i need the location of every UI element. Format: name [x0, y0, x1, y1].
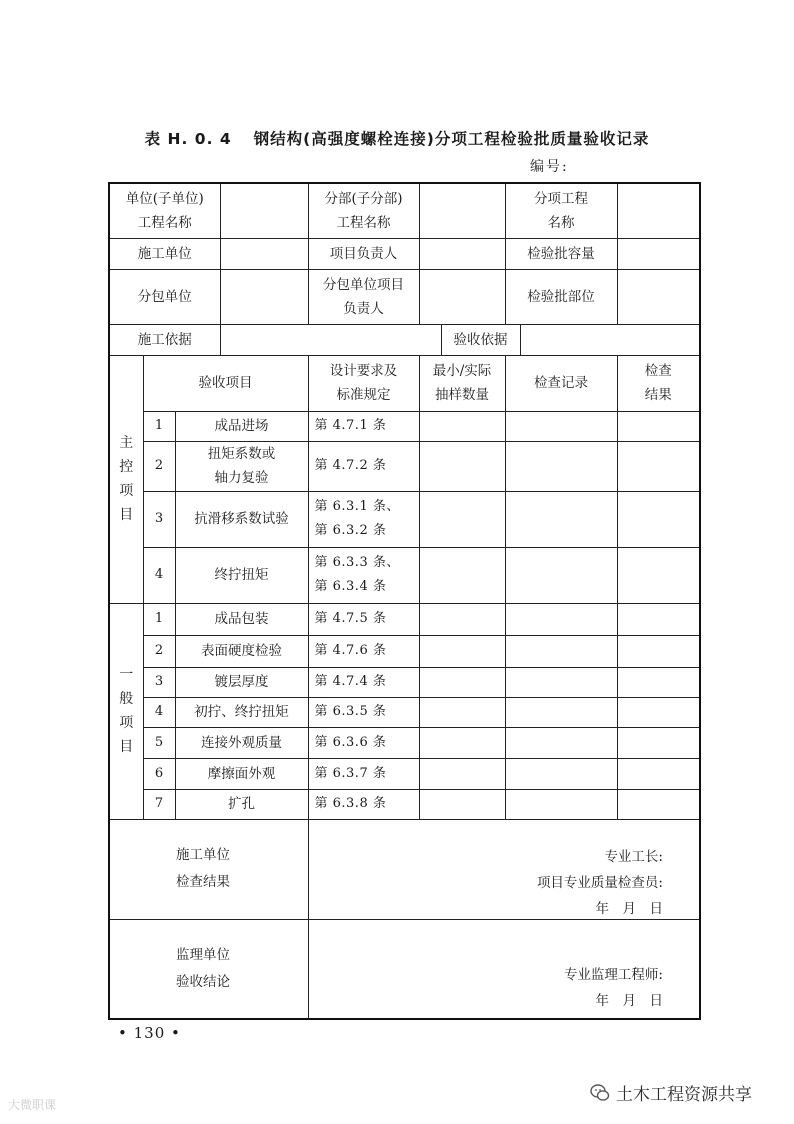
- result-cell[interactable]: [617, 727, 700, 758]
- main-item-clause-line2: 第 6.3.4 条: [314, 579, 387, 594]
- subcontract-leader-label-line2: 负责人: [343, 300, 384, 317]
- general-item-clause: 第 4.7.5 条: [308, 603, 419, 635]
- column-design-line2: 标准规定: [336, 387, 391, 403]
- column-sample-line2: 抽样数量: [435, 387, 489, 403]
- construction-signatures: [537, 844, 663, 920]
- main-items-char: 控: [119, 459, 134, 475]
- supervision-label: [109, 919, 308, 1019]
- foreman-label: 专业工长:: [604, 848, 663, 865]
- record-cell[interactable]: [505, 441, 617, 491]
- number-label: 编号:: [530, 159, 569, 175]
- main-item-no: 4: [143, 547, 175, 603]
- table-row: [109, 441, 700, 491]
- construction-check-label-line2: 检查结果: [176, 874, 230, 890]
- sample-cell[interactable]: [419, 491, 505, 547]
- main-items-char: 主: [119, 435, 134, 451]
- table-row: [109, 547, 700, 603]
- project-leader-value[interactable]: [419, 238, 505, 269]
- subcontract-leader-label-line1: 分包单位项目: [323, 276, 404, 293]
- general-item-clause: 第 6.3.6 条: [308, 727, 419, 758]
- result-cell[interactable]: [617, 441, 700, 491]
- record-cell[interactable]: [505, 635, 617, 667]
- column-design-line1: 设计要求及: [329, 363, 398, 379]
- general-item-name: 镀层厚度: [175, 667, 308, 697]
- result-cell[interactable]: [617, 789, 700, 819]
- result-cell[interactable]: [617, 547, 700, 603]
- result-cell[interactable]: [617, 603, 700, 635]
- main-item-name: 抗滑移系数试验: [175, 491, 308, 547]
- page-title: [0, 127, 794, 149]
- result-cell[interactable]: [617, 491, 700, 547]
- sample-cell[interactable]: [419, 603, 505, 635]
- subcontract-leader-label: [308, 269, 419, 324]
- subitem-name-label: [505, 183, 617, 238]
- result-cell[interactable]: [617, 667, 700, 697]
- table-row: [109, 697, 700, 727]
- general-item-clause: 第 4.7.6 条: [308, 635, 419, 667]
- engineer-label: 专业监理工程师:: [563, 966, 663, 983]
- column-item: 验收项目: [143, 355, 308, 411]
- sample-cell[interactable]: [419, 411, 505, 441]
- subitem-name-label-line1: 分项工程: [534, 190, 588, 207]
- sample-cell[interactable]: [419, 667, 505, 697]
- subitem-name-value[interactable]: [617, 183, 700, 238]
- construction-unit-value[interactable]: [220, 238, 308, 269]
- subcontract-unit-label: 分包单位: [109, 269, 220, 324]
- main-item-clause-line2: 第 6.3.2 条: [314, 523, 387, 538]
- watermark-source: [590, 1080, 752, 1105]
- general-item-no: 2: [143, 635, 175, 667]
- table-row: [109, 491, 700, 547]
- subcontract-unit-value[interactable]: [220, 269, 308, 324]
- supervision-area[interactable]: [308, 919, 700, 1019]
- table-row: [109, 635, 700, 667]
- watermark-source-text: 土木工程资源共享: [616, 1085, 752, 1105]
- general-item-clause: 第 6.3.5 条: [308, 697, 419, 727]
- sample-cell[interactable]: [419, 441, 505, 491]
- record-cell[interactable]: [505, 758, 617, 789]
- supervision-date-label: 年 月 日: [595, 992, 663, 1009]
- table-row: [109, 758, 700, 789]
- record-cell[interactable]: [505, 547, 617, 603]
- division-name-label-line2: 工程名称: [336, 214, 391, 231]
- main-item-name: 终拧扭矩: [175, 547, 308, 603]
- general-item-clause: 第 6.3.8 条: [308, 789, 419, 819]
- table-row: [109, 789, 700, 819]
- sample-cell[interactable]: [419, 789, 505, 819]
- unit-name-label: [109, 183, 220, 238]
- general-item-name: 成品包装: [175, 603, 308, 635]
- construction-check-label: [109, 819, 308, 919]
- unit-name-label-line1: 单位(子单位): [125, 190, 204, 207]
- general-item-no: 7: [143, 789, 175, 819]
- sample-cell[interactable]: [419, 758, 505, 789]
- sample-cell[interactable]: [419, 635, 505, 667]
- batch-location-value[interactable]: [617, 269, 700, 324]
- acceptance-basis-label: 验收依据: [441, 324, 520, 355]
- sample-cell[interactable]: [419, 547, 505, 603]
- general-items-char: 般: [119, 691, 134, 707]
- batch-capacity-label: 检验批容量: [505, 238, 617, 269]
- unit-name-label-line2: 工程名称: [137, 214, 192, 231]
- inspector-label: 项目专业质量检查员:: [536, 874, 663, 891]
- main-items-char: 项: [119, 483, 134, 499]
- main-item-name: [175, 441, 308, 491]
- general-item-no: 1: [143, 603, 175, 635]
- result-cell[interactable]: [617, 758, 700, 789]
- watermark-logo-text: 大微职课: [8, 1098, 57, 1112]
- acceptance-record-table: [108, 182, 701, 1020]
- general-item-no: 5: [143, 727, 175, 758]
- general-item-name: 初拧、终拧扭矩: [175, 697, 308, 727]
- column-result-line2: 结果: [644, 387, 672, 403]
- construction-basis-label: 施工依据: [109, 324, 220, 355]
- main-item-clause: 第 4.7.1 条: [308, 411, 419, 441]
- general-item-clause: 第 6.3.7 条: [308, 758, 419, 789]
- sample-cell[interactable]: [419, 697, 505, 727]
- sample-cell[interactable]: [419, 727, 505, 758]
- general-items-label: [109, 603, 143, 819]
- result-cell[interactable]: [617, 411, 700, 441]
- main-item-name: 成品进场: [175, 411, 308, 441]
- general-item-name: 扩孔: [175, 789, 308, 819]
- batch-capacity-value[interactable]: [617, 238, 700, 269]
- table-row: [109, 667, 700, 697]
- table-row: [109, 411, 700, 441]
- general-item-no: 4: [143, 697, 175, 727]
- column-result-line1: 检查: [644, 363, 672, 379]
- column-record: 检查记录: [505, 355, 617, 411]
- subitem-name-label-line2: 名称: [547, 214, 575, 231]
- construction-basis-value[interactable]: [220, 324, 441, 355]
- main-item-no: 1: [143, 411, 175, 441]
- table-title-text: 钢结构(高强度螺栓连接)分项工程检验批质量验收记录: [253, 130, 650, 148]
- construction-check-area[interactable]: [308, 819, 700, 919]
- project-leader-label: 项目负责人: [308, 238, 419, 269]
- record-cell[interactable]: [505, 603, 617, 635]
- general-items-char: 一: [119, 667, 134, 683]
- main-items-label: [109, 355, 143, 603]
- table-code: 表 H. 0. 4: [144, 130, 232, 148]
- general-items-char: 目: [119, 739, 134, 755]
- column-sample: [419, 355, 505, 411]
- record-cell[interactable]: [505, 727, 617, 758]
- acceptance-basis-value[interactable]: [520, 324, 700, 355]
- division-name-value[interactable]: [419, 183, 505, 238]
- wechat-icon: [590, 1083, 610, 1103]
- main-items-char: 目: [119, 507, 134, 523]
- supervision-label-line1: 监理单位: [176, 946, 230, 963]
- table-row: [109, 727, 700, 758]
- general-item-no: 6: [143, 758, 175, 789]
- record-cell[interactable]: [505, 697, 617, 727]
- division-name-label-line1: 分部(子分部): [324, 190, 403, 207]
- main-item-name-line1: 扭矩系数或: [207, 446, 276, 462]
- general-item-no: 3: [143, 667, 175, 697]
- column-design: [308, 355, 419, 411]
- main-item-clause-line1: 第 6.3.3 条、: [314, 555, 400, 570]
- supervision-signatures: [564, 962, 663, 1014]
- main-item-name-line2: 轴力复验: [214, 470, 269, 486]
- column-sample-line1: 最小/实际: [432, 363, 492, 379]
- result-cell[interactable]: [617, 635, 700, 667]
- main-item-clause-line1: 第 6.3.1 条、: [314, 499, 400, 514]
- construction-check-label-line1: 施工单位: [176, 847, 230, 863]
- general-item-clause: 第 4.7.4 条: [308, 667, 419, 697]
- construction-unit-label: 施工单位: [109, 238, 220, 269]
- construction-date-label: 年 月 日: [595, 900, 663, 917]
- general-item-name: 摩擦面外观: [175, 758, 308, 789]
- main-item-clause: [308, 491, 419, 547]
- unit-name-value[interactable]: [220, 183, 308, 238]
- general-item-name: 连接外观质量: [175, 727, 308, 758]
- general-item-name: 表面硬度检验: [175, 635, 308, 667]
- page-number: • 130 •: [118, 1024, 181, 1042]
- main-item-no: 2: [143, 441, 175, 491]
- record-cell[interactable]: [505, 411, 617, 441]
- division-name-label: [308, 183, 419, 238]
- subcontract-leader-value[interactable]: [419, 269, 505, 324]
- record-cell[interactable]: [505, 667, 617, 697]
- main-item-no: 3: [143, 491, 175, 547]
- watermark-logo: [8, 1096, 56, 1113]
- main-item-clause: 第 4.7.2 条: [308, 441, 419, 491]
- result-cell[interactable]: [617, 697, 700, 727]
- record-cell[interactable]: [505, 491, 617, 547]
- supervision-label-line2: 验收结论: [176, 973, 230, 990]
- batch-location-label: 检验批部位: [505, 269, 617, 324]
- column-result: [617, 355, 700, 411]
- general-items-char: 项: [119, 715, 134, 731]
- main-item-clause: [308, 547, 419, 603]
- table-row: [109, 603, 700, 635]
- record-cell[interactable]: [505, 789, 617, 819]
